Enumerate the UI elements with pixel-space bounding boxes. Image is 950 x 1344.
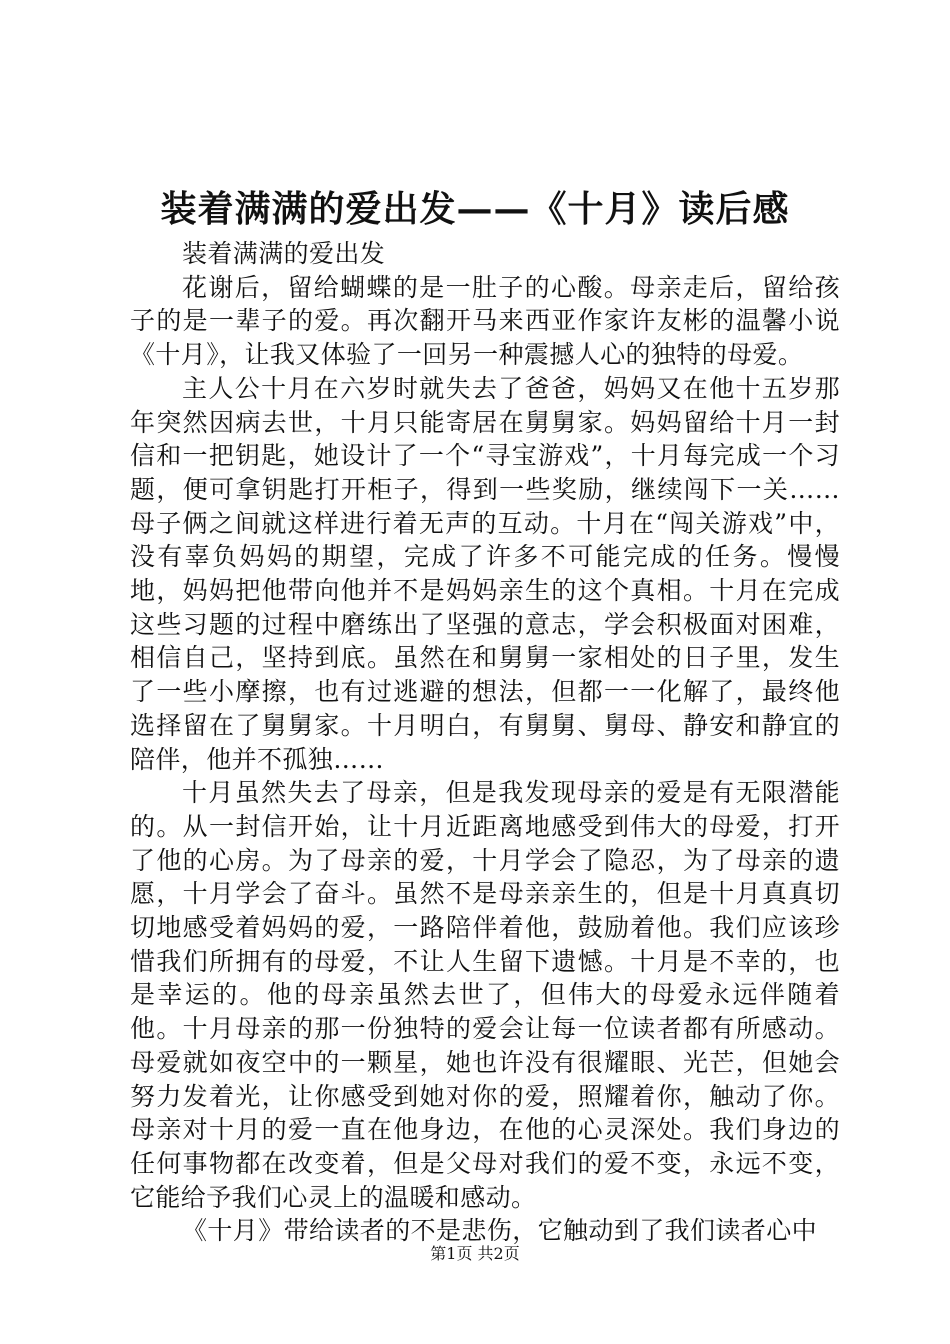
paragraph: 主人公十月在六岁时就失去了爸爸，妈妈又在他十五岁那年突然因病去世，十月只能寄居在舅舅家。妈妈留给十月一封信和一把钥匙，她设计了一个“寻宝游戏”，十月每完成一个习题，便可拿钥匙打开柜子，得到一些奖励，继续闯下一关……母子俩之间就这样进行着无声的互动。十月在“闯关游戏”中，没有辜负妈妈的期望，完成了许多不可能完成的任务。慢慢地，妈妈把他带向他并不是妈妈亲生的这个真相。十月在完成这些习题的过程中磨练出了坚强的意志，学会积极面对困难，相信自己，坚持到底。虽然在和舅舅一家相处的日子里，发生了一些小摩擦，也有过逃避的想法，但都一一化解了，最终他选择留在了舅舅家。十月明白，有舅舅、舅母、静安和静宜的陪伴，他并不孤独…… bbox=[130, 373, 840, 774]
paragraph-subtitle: 装着满满的爱出发 bbox=[182, 239, 386, 268]
paragraph: 花谢后，留给蝴蝶的是一肚子的心酸。母亲走后，留给孩子的是一辈子的爱。再次翻开马来西亚作家许友彬的温馨小说《十月》，让我又体验了一回另一种震撼人心的独特的母爱。 bbox=[130, 272, 840, 370]
page-number-footer: 第1页 共2页 bbox=[430, 1244, 520, 1263]
paragraph: 十月虽然失去了母亲，但是我发现母亲的爱是有无限潜能的。从一封信开始，让十月近距离地感受到伟大的母爱，打开了他的心房。为了母亲的爱，十月学会了隐忍，为了母亲的遗愿，十月学会了奋斗。虽然不是母亲亲生的，但是十月真真切切地感受着妈妈的爱，一路陪伴着他，鼓励着他。我们应该珍惜我们所拥有的母爱，不让人生留下遗憾。十月是不幸的，也是幸运的。他的母亲虽然去世了，但伟大的母爱永远伴随着他。十月母亲的那一份独特的爱会让每一位读者都有所感动。母爱就如夜空中的一颗星，她也许没有很耀眼、光芒，但她会努力发着光，让你感受到她对你的爱，照耀着你，触动了你。母亲对十月的爱一直在他身边，在他的心灵深处。我们身边的任何事物都在改变着，但是父母对我们的爱不变，永远不变，它能给予我们心灵上的温暖和感动。 bbox=[130, 778, 840, 1212]
paragraph: 《十月》带给读者的不是悲伤，它触动到了我们读者心中 bbox=[182, 1216, 818, 1246]
document-title: 装着满满的爱出发——《十月》读后感 bbox=[160, 188, 790, 230]
document-body bbox=[130, 237, 840, 1248]
